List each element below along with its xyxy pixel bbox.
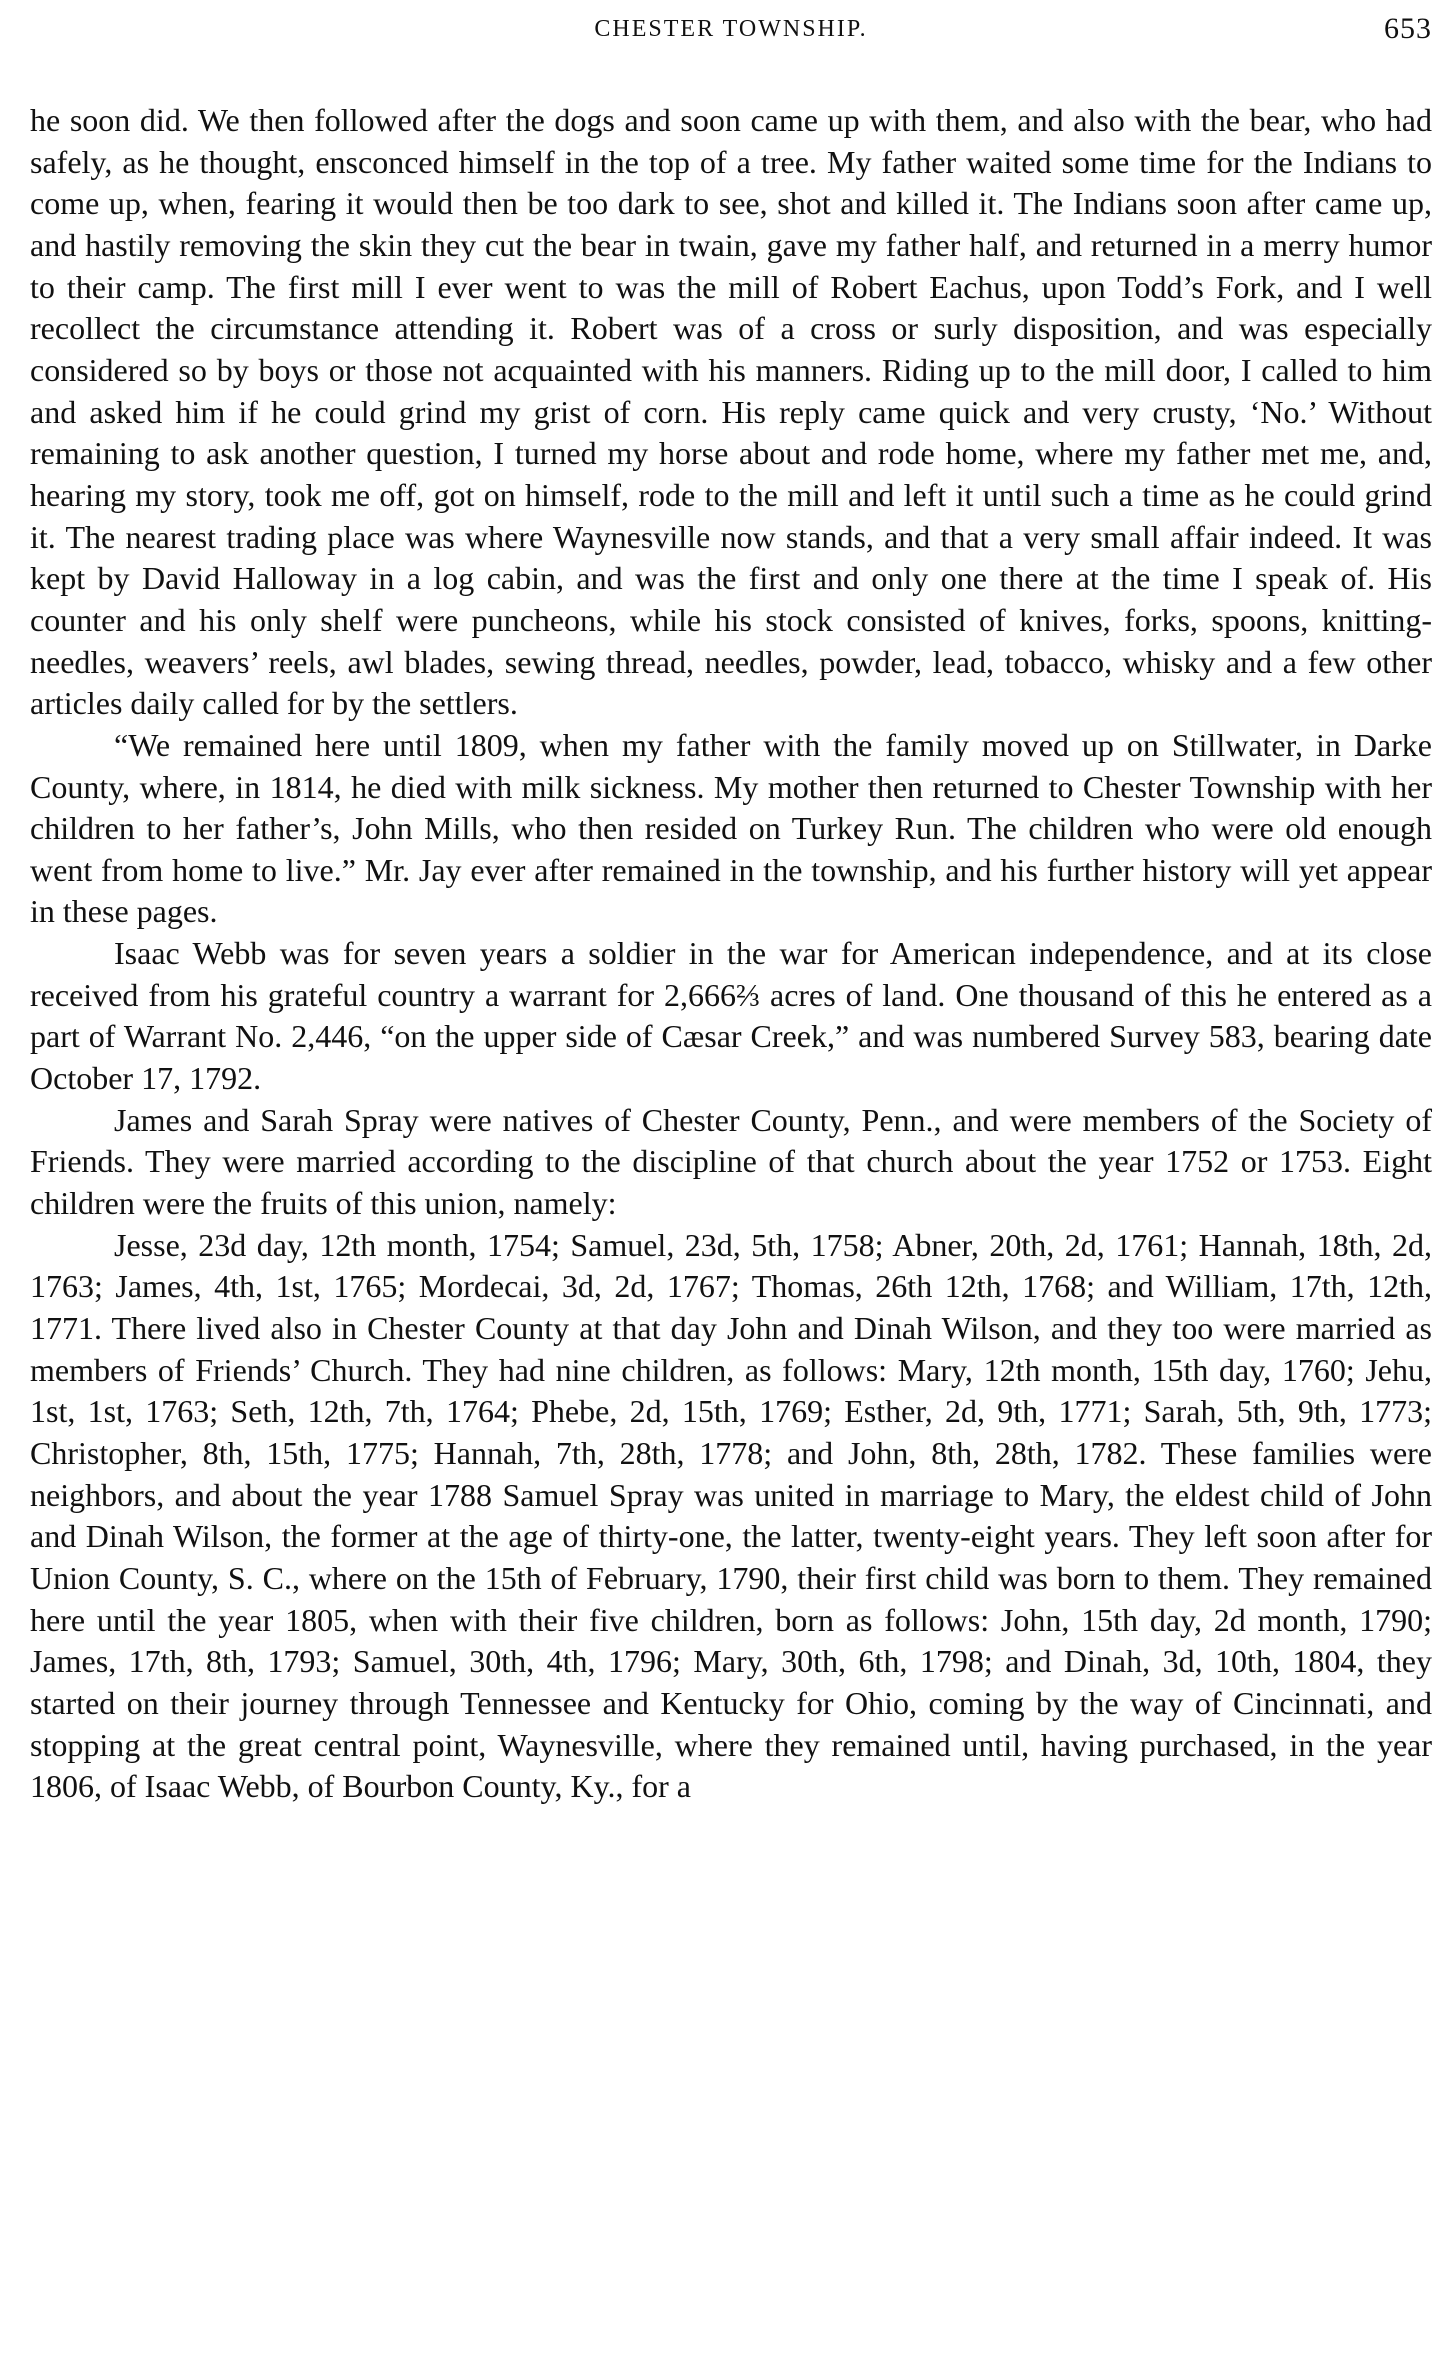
paragraph-move-to-stillwater: “We remained here until 1809, when my father with the family moved up on Stillwater, in Darke County, where, in 1814, he died with milk sickness. My mother then returned to Chester Township with her children to her father’s, John Mills, who then resided on Turkey Run. The children who were old enough went from home to live.” Mr. Jay ever after remained in the township, and his further history will yet appear in these pages. <box>30 726 1432 930</box>
page-number: 653 <box>1384 12 1432 45</box>
running-title: CHESTER TOWNSHIP. <box>594 16 868 42</box>
paragraph-spray-wilson-families: Jesse, 23d day, 12th month, 1754; Samuel, 23d, 5th, 1758; Abner, 20th, 2d, 1761; Hannah, 18th, 2d, 1763; James, 4th, 1st, 1765; Mordecai, 3d, 2d, 1767; Thomas, 26th 12th, 1768; and William, 17th, 12th, 1771. There lived also in Chester County at that day John and Dinah Wilson, and they too were married as members of Friends’ Church. They had nine children, as follows: Mary, 12th month, 15th day, 1760; Jehu, 1st, 1st, 1763; Seth, 12th, 7th, 1764; Phebe, 2d, 15th, 1769; Esther, 2d, 9th, 1771; Sarah, 5th, 9th, 1773; Christopher, 8th, 15th, 1775; Hannah, 7th, 28th, 1778; and John, 8th, 28th, 1782. These families were neighbors, and about the year 1788 Samuel Spray was united in marriage to Mary, the eldest child of John and Dinah Wilson, the former at the age of thirty-one, the latter, twenty-eight years. They left soon after for Union County, S. C., where on the 15th of February, 1790, their first child was born to them. They remained here until the year 1805, when with their five children, born as follows: John, 15th day, 2d month, 1790; James, 17th, 8th, 1793; Samuel, 30th, 4th, 1796; Mary, 30th, 6th, 1798; and Dinah, 3d, 10th, 1804, they started on their journey through Tennessee and Kentucky for Ohio, coming by the way of Cincinnati, and stopping at the great central point, Waynesville, where they remained until, having purchased, in the year 1806, of Isaac Webb, of Bourbon County, Ky., for a <box>30 1226 1432 1805</box>
paragraph-bear-hunt-and-mill: he soon did. We then followed after the dogs and soon came up with them, and also with the bear, who had safely, as he thought, ensconced himself in the top of a tree. My father waited some time for the Indians to come up, when, fearing it would then be too dark to see, shot and killed it. The Indians soon after came up, and hastily removing the skin they cut the bear in twain, gave my father half, and returned in a merry humor to their camp. The first mill I ever went to was the mill of Robert Eachus, upon Todd’s Fork, and I well recollect the circumstance attending it. Robert was of a cross or surly disposition, and was especially considered so by boys or those not acquainted with his manners. Riding up to the mill door, I called to him and asked him if he could grind my grist of corn. His reply came quick and very crusty, ‘No.’ Without remaining to ask another question, I turned my horse about and rode home, where my father met me, and, hearing my story, took me off, got on himself, rode to the mill and left it until such a time as he could grind it. The nearest trading place was where Waynesville now stands, and that a very small affair indeed. It was kept by David Halloway in a log cabin, and was the first and only one there at the time I speak of. His counter and his only shelf were puncheons, while his stock consisted of knives, forks, spoons, knitting-needles, weavers’ reels, awl blades, sewing thread, needles, powder, lead, tobacco, whisky and a few other articles daily called for by the settlers. <box>30 102 1432 722</box>
body-text <box>30 100 1432 1808</box>
book-page <box>30 0 1432 2357</box>
running-header <box>30 6 1432 62</box>
paragraph-isaac-webb: Isaac Webb was for seven years a soldier in the war for American independence, and at its close received from his grateful country a warrant for 2,666⅔ acres of land. One thousand of this he entered as a part of Warrant No. 2,446, “on the upper side of Cæsar Creek,” and was numbered Survey 583, bearing date October 17, 1792. <box>30 935 1432 1097</box>
paragraph-james-and-sarah-spray: James and Sarah Spray were natives of Chester County, Penn., and were members of the Society of Friends. They were married according to the discipline of that church about the year 1752 or 1753. Eight children were the fruits of this union, namely: <box>30 1101 1432 1222</box>
